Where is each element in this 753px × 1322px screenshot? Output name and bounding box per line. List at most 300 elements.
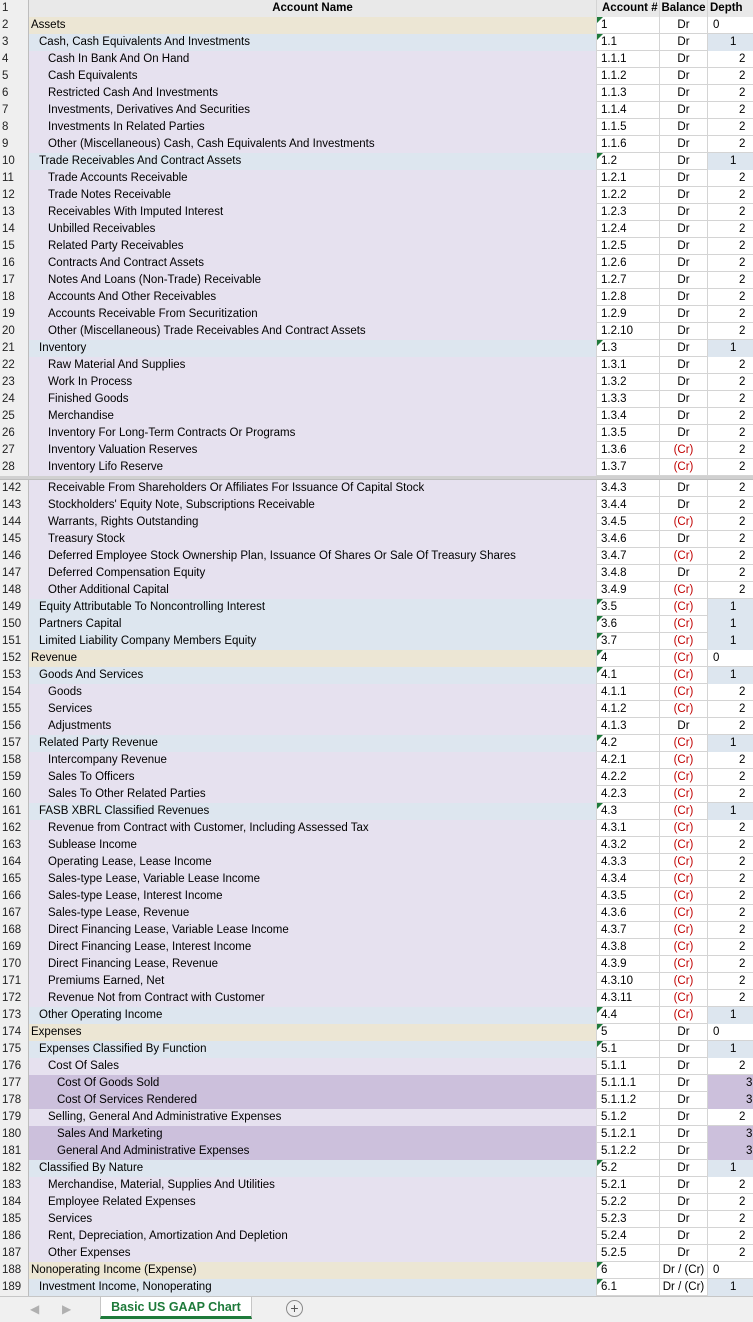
row-number[interactable]: 162 xyxy=(0,820,29,837)
account-number-cell[interactable]: 1.2.4 xyxy=(597,221,660,238)
account-number-cell[interactable]: 5 xyxy=(597,1024,660,1041)
depth-cell[interactable]: 2 xyxy=(739,240,746,252)
account-name-cell[interactable]: Revenue xyxy=(29,650,597,667)
column-header-depth[interactable]: Depth xyxy=(708,0,753,17)
account-name-cell[interactable]: Accounts And Other Receivables xyxy=(29,289,597,306)
account-name-cell[interactable]: Unbilled Receivables xyxy=(29,221,597,238)
account-name-cell[interactable]: Cash, Cash Equivalents And Investments xyxy=(29,34,597,51)
balance-cell[interactable]: Dr xyxy=(660,1143,708,1160)
account-name-cell[interactable]: Services xyxy=(29,1211,597,1228)
account-number-cell[interactable]: 4.3.10 xyxy=(597,973,660,990)
balance-cell[interactable]: (Cr) xyxy=(660,820,708,837)
row-number[interactable]: 185 xyxy=(0,1211,29,1228)
account-name-cell[interactable]: Partners Capital xyxy=(29,616,597,633)
balance-cell[interactable]: Dr xyxy=(660,34,708,51)
row-number[interactable]: 179 xyxy=(0,1109,29,1126)
account-name-cell[interactable]: Cost Of Sales xyxy=(29,1058,597,1075)
row-number[interactable]: 169 xyxy=(0,939,29,956)
depth-cell[interactable]: 1 xyxy=(708,153,753,170)
account-name-cell[interactable]: Sales To Other Related Parties xyxy=(29,786,597,803)
account-number-cell[interactable]: 4.3.5 xyxy=(597,888,660,905)
depth-cell[interactable]: 2 xyxy=(739,325,746,337)
balance-cell[interactable]: Dr xyxy=(660,289,708,306)
row-number[interactable]: 15 xyxy=(0,238,29,255)
row-number[interactable]: 28 xyxy=(0,459,29,476)
account-name-cell[interactable]: Goods xyxy=(29,684,597,701)
row-number[interactable]: 152 xyxy=(0,650,29,667)
account-name-cell[interactable]: Sales And Marketing xyxy=(29,1126,597,1143)
balance-cell[interactable]: (Cr) xyxy=(660,582,708,599)
row-number[interactable]: 157 xyxy=(0,735,29,752)
depth-cell[interactable]: 2 xyxy=(739,376,746,388)
depth-cell[interactable]: 2 xyxy=(739,206,746,218)
balance-cell[interactable]: (Cr) xyxy=(660,616,708,633)
account-name-cell[interactable]: Adjustments xyxy=(29,718,597,735)
row-number[interactable]: 168 xyxy=(0,922,29,939)
account-number-cell[interactable]: 3.6 xyxy=(597,616,660,633)
balance-cell[interactable]: Dr xyxy=(660,340,708,357)
depth-cell[interactable]: 2 xyxy=(739,822,746,834)
balance-cell[interactable]: Dr xyxy=(660,272,708,289)
balance-cell[interactable]: (Cr) xyxy=(660,633,708,650)
row-number[interactable]: 151 xyxy=(0,633,29,650)
row-number[interactable]: 145 xyxy=(0,531,29,548)
account-name-cell[interactable]: Intercompany Revenue xyxy=(29,752,597,769)
account-name-cell[interactable]: Receivable From Shareholders Or Affiliates For Issuance Of Capital Stock xyxy=(29,480,597,497)
row-number[interactable]: 171 xyxy=(0,973,29,990)
account-number-cell[interactable]: 1.1.5 xyxy=(597,119,660,136)
row-number[interactable]: 177 xyxy=(0,1075,29,1092)
account-name-cell[interactable]: Nonoperating Income (Expense) xyxy=(29,1262,597,1279)
balance-cell[interactable]: Dr xyxy=(660,1041,708,1058)
balance-cell[interactable]: Dr xyxy=(660,1024,708,1041)
account-number-cell[interactable]: 3.4.8 xyxy=(597,565,660,582)
row-number[interactable]: 146 xyxy=(0,548,29,565)
row-number[interactable]: 188 xyxy=(0,1262,29,1279)
account-number-cell[interactable]: 1.1.2 xyxy=(597,68,660,85)
account-number-cell[interactable]: 4.3.11 xyxy=(597,990,660,1007)
balance-cell[interactable]: Dr xyxy=(660,1092,708,1109)
depth-cell[interactable]: 2 xyxy=(739,533,746,545)
balance-cell[interactable]: (Cr) xyxy=(660,854,708,871)
balance-cell[interactable]: Dr xyxy=(660,170,708,187)
depth-cell[interactable]: 1 xyxy=(708,340,753,357)
account-number-cell[interactable]: 4 xyxy=(597,650,660,667)
row-number[interactable]: 148 xyxy=(0,582,29,599)
balance-cell[interactable]: Dr xyxy=(660,408,708,425)
account-number-cell[interactable]: 3.4.3 xyxy=(597,480,660,497)
account-name-cell[interactable]: Inventory For Long-Term Contracts Or Programs xyxy=(29,425,597,442)
account-number-cell[interactable]: 4.3.4 xyxy=(597,871,660,888)
balance-cell[interactable]: Dr xyxy=(660,1211,708,1228)
depth-cell[interactable]: 2 xyxy=(739,941,746,953)
row-number[interactable]: 5 xyxy=(0,68,29,85)
balance-cell[interactable]: (Cr) xyxy=(660,514,708,531)
account-number-cell[interactable]: 1.2.6 xyxy=(597,255,660,272)
account-number-cell[interactable]: 3.4.9 xyxy=(597,582,660,599)
balance-cell[interactable]: (Cr) xyxy=(660,871,708,888)
depth-cell[interactable]: 1 xyxy=(708,803,753,820)
account-name-cell[interactable]: Merchandise, Material, Supplies And Utilities xyxy=(29,1177,597,1194)
row-number[interactable]: 8 xyxy=(0,119,29,136)
depth-cell[interactable]: 2 xyxy=(739,393,746,405)
row-number[interactable]: 1 xyxy=(0,0,29,17)
balance-cell[interactable]: (Cr) xyxy=(660,973,708,990)
balance-cell[interactable]: (Cr) xyxy=(660,922,708,939)
column-header-balance[interactable]: Balance xyxy=(660,0,708,17)
balance-cell[interactable]: Dr xyxy=(660,136,708,153)
account-name-cell[interactable]: Accounts Receivable From Securitization xyxy=(29,306,597,323)
balance-cell[interactable]: Dr xyxy=(660,1058,708,1075)
account-name-cell[interactable]: Sales-type Lease, Interest Income xyxy=(29,888,597,905)
row-number[interactable]: 175 xyxy=(0,1041,29,1058)
row-number[interactable]: 160 xyxy=(0,786,29,803)
account-number-cell[interactable]: 3.4.6 xyxy=(597,531,660,548)
row-number[interactable]: 187 xyxy=(0,1245,29,1262)
account-name-cell[interactable]: Trade Notes Receivable xyxy=(29,187,597,204)
depth-cell[interactable]: 1 xyxy=(708,1007,753,1024)
account-number-cell[interactable]: 1.2.3 xyxy=(597,204,660,221)
account-name-cell[interactable]: General And Administrative Expenses xyxy=(29,1143,597,1160)
depth-cell[interactable]: 2 xyxy=(739,754,746,766)
balance-cell[interactable]: (Cr) xyxy=(660,990,708,1007)
account-name-cell[interactable]: Sales-type Lease, Variable Lease Income xyxy=(29,871,597,888)
depth-cell[interactable]: 2 xyxy=(739,1060,746,1072)
account-number-cell[interactable]: 4.3.6 xyxy=(597,905,660,922)
depth-cell[interactable]: 3 xyxy=(708,1126,753,1143)
account-name-cell[interactable]: Other Additional Capital xyxy=(29,582,597,599)
row-number[interactable]: 186 xyxy=(0,1228,29,1245)
account-number-cell[interactable]: 1.2.5 xyxy=(597,238,660,255)
depth-cell[interactable]: 2 xyxy=(739,461,746,473)
account-number-cell[interactable]: 5.1.1.1 xyxy=(597,1075,660,1092)
row-number[interactable]: 165 xyxy=(0,871,29,888)
account-number-cell[interactable]: 5.1.2.1 xyxy=(597,1126,660,1143)
depth-cell[interactable]: 2 xyxy=(739,70,746,82)
account-number-cell[interactable]: 1.1.6 xyxy=(597,136,660,153)
depth-cell[interactable]: 2 xyxy=(739,1179,746,1191)
account-name-cell[interactable]: Direct Financing Lease, Interest Income xyxy=(29,939,597,956)
account-number-cell[interactable]: 1.3.1 xyxy=(597,357,660,374)
depth-cell[interactable]: 2 xyxy=(739,873,746,885)
row-number[interactable]: 164 xyxy=(0,854,29,871)
account-number-cell[interactable]: 1.1.1 xyxy=(597,51,660,68)
row-number[interactable]: 21 xyxy=(0,340,29,357)
balance-cell[interactable]: Dr xyxy=(660,68,708,85)
account-number-cell[interactable]: 6.1 xyxy=(597,1279,660,1296)
account-number-cell[interactable]: 1.3.4 xyxy=(597,408,660,425)
depth-cell[interactable]: 1 xyxy=(708,1279,753,1296)
account-number-cell[interactable]: 3.4.7 xyxy=(597,548,660,565)
account-name-cell[interactable]: Merchandise xyxy=(29,408,597,425)
balance-cell[interactable]: (Cr) xyxy=(660,837,708,854)
depth-cell[interactable]: 1 xyxy=(708,667,753,684)
balance-cell[interactable]: (Cr) xyxy=(660,956,708,973)
account-name-cell[interactable]: Direct Financing Lease, Variable Lease Income xyxy=(29,922,597,939)
row-number[interactable]: 173 xyxy=(0,1007,29,1024)
account-name-cell[interactable]: Other (Miscellaneous) Cash, Cash Equivalents And Investments xyxy=(29,136,597,153)
account-name-cell[interactable]: Sales To Officers xyxy=(29,769,597,786)
depth-cell[interactable]: 0 xyxy=(713,19,720,31)
row-number[interactable]: 183 xyxy=(0,1177,29,1194)
account-name-cell[interactable]: Expenses xyxy=(29,1024,597,1041)
depth-cell[interactable]: 2 xyxy=(739,308,746,320)
account-name-cell[interactable]: Investment Income, Nonoperating xyxy=(29,1279,597,1296)
account-number-cell[interactable]: 1.2.8 xyxy=(597,289,660,306)
depth-cell[interactable]: 2 xyxy=(739,788,746,800)
row-number[interactable]: 176 xyxy=(0,1058,29,1075)
account-number-cell[interactable]: 1.3.5 xyxy=(597,425,660,442)
row-number[interactable]: 26 xyxy=(0,425,29,442)
row-number[interactable]: 27 xyxy=(0,442,29,459)
account-name-cell[interactable]: Stockholders' Equity Note, Subscriptions Receivable xyxy=(29,497,597,514)
row-number[interactable]: 20 xyxy=(0,323,29,340)
balance-cell[interactable]: (Cr) xyxy=(660,599,708,616)
depth-cell[interactable]: 2 xyxy=(739,856,746,868)
row-number[interactable]: 18 xyxy=(0,289,29,306)
balance-cell[interactable]: (Cr) xyxy=(660,905,708,922)
account-name-cell[interactable]: Finished Goods xyxy=(29,391,597,408)
balance-cell[interactable]: (Cr) xyxy=(660,786,708,803)
balance-cell[interactable]: Dr xyxy=(660,238,708,255)
balance-cell[interactable]: Dr xyxy=(660,565,708,582)
depth-cell[interactable]: 2 xyxy=(739,189,746,201)
account-number-cell[interactable]: 5.1.2.2 xyxy=(597,1143,660,1160)
balance-cell[interactable]: Dr xyxy=(660,1160,708,1177)
balance-cell[interactable]: Dr / (Cr) xyxy=(660,1262,708,1279)
balance-cell[interactable]: Dr xyxy=(660,306,708,323)
depth-cell[interactable]: 2 xyxy=(739,410,746,422)
account-number-cell[interactable]: 3.4.4 xyxy=(597,497,660,514)
row-number[interactable]: 153 xyxy=(0,667,29,684)
balance-cell[interactable]: Dr xyxy=(660,1245,708,1262)
depth-cell[interactable]: 2 xyxy=(739,359,746,371)
account-number-cell[interactable]: 4.3.9 xyxy=(597,956,660,973)
prev-sheet-icon[interactable]: ◀ xyxy=(30,1302,40,1316)
row-number[interactable]: 10 xyxy=(0,153,29,170)
depth-cell[interactable]: 2 xyxy=(739,53,746,65)
depth-cell[interactable]: 2 xyxy=(739,567,746,579)
balance-cell[interactable]: Dr xyxy=(660,102,708,119)
balance-cell[interactable]: (Cr) xyxy=(660,701,708,718)
account-name-cell[interactable]: Deferred Compensation Equity xyxy=(29,565,597,582)
account-number-cell[interactable]: 1.3.3 xyxy=(597,391,660,408)
account-name-cell[interactable]: Trade Accounts Receivable xyxy=(29,170,597,187)
balance-cell[interactable]: Dr xyxy=(660,1194,708,1211)
account-name-cell[interactable]: Investments, Derivatives And Securities xyxy=(29,102,597,119)
depth-cell[interactable]: 2 xyxy=(739,291,746,303)
row-number[interactable]: 149 xyxy=(0,599,29,616)
next-sheet-icon[interactable]: ▶ xyxy=(62,1302,72,1316)
row-number[interactable]: 9 xyxy=(0,136,29,153)
row-number[interactable]: 144 xyxy=(0,514,29,531)
row-number[interactable]: 174 xyxy=(0,1024,29,1041)
account-number-cell[interactable]: 4.1 xyxy=(597,667,660,684)
depth-cell[interactable]: 2 xyxy=(739,482,746,494)
account-number-cell[interactable]: 1.1.4 xyxy=(597,102,660,119)
account-name-cell[interactable]: Sales-type Lease, Revenue xyxy=(29,905,597,922)
balance-cell[interactable]: Dr xyxy=(660,1126,708,1143)
balance-cell[interactable]: (Cr) xyxy=(660,650,708,667)
account-number-cell[interactable]: 1.2.7 xyxy=(597,272,660,289)
depth-cell[interactable]: 2 xyxy=(739,1230,746,1242)
balance-cell[interactable]: (Cr) xyxy=(660,548,708,565)
row-number[interactable]: 166 xyxy=(0,888,29,905)
row-number[interactable]: 13 xyxy=(0,204,29,221)
account-name-cell[interactable]: Related Party Revenue xyxy=(29,735,597,752)
account-name-cell[interactable]: Direct Financing Lease, Revenue xyxy=(29,956,597,973)
depth-cell[interactable]: 1 xyxy=(708,616,753,633)
account-number-cell[interactable]: 4.2.1 xyxy=(597,752,660,769)
depth-cell[interactable]: 2 xyxy=(739,890,746,902)
account-number-cell[interactable]: 5.1.2 xyxy=(597,1109,660,1126)
depth-cell[interactable]: 2 xyxy=(739,138,746,150)
balance-cell[interactable]: Dr xyxy=(660,51,708,68)
depth-cell[interactable]: 2 xyxy=(739,87,746,99)
depth-cell[interactable]: 3 xyxy=(708,1092,753,1109)
account-number-cell[interactable]: 1.1 xyxy=(597,34,660,51)
balance-cell[interactable]: Dr xyxy=(660,323,708,340)
depth-cell[interactable]: 2 xyxy=(739,703,746,715)
account-name-cell[interactable]: Notes And Loans (Non-Trade) Receivable xyxy=(29,272,597,289)
row-number[interactable]: 180 xyxy=(0,1126,29,1143)
account-name-cell[interactable]: Investments In Related Parties xyxy=(29,119,597,136)
depth-cell[interactable]: 2 xyxy=(739,516,746,528)
account-name-cell[interactable]: Cost Of Services Rendered xyxy=(29,1092,597,1109)
depth-cell[interactable]: 2 xyxy=(739,584,746,596)
account-name-cell[interactable]: Related Party Receivables xyxy=(29,238,597,255)
depth-cell[interactable]: 2 xyxy=(739,720,746,732)
row-number[interactable]: 156 xyxy=(0,718,29,735)
depth-cell[interactable]: 2 xyxy=(739,550,746,562)
account-name-cell[interactable]: Other (Miscellaneous) Trade Receivables And Contract Assets xyxy=(29,323,597,340)
row-number[interactable]: 24 xyxy=(0,391,29,408)
account-number-cell[interactable]: 5.2.2 xyxy=(597,1194,660,1211)
balance-cell[interactable]: Dr xyxy=(660,255,708,272)
depth-cell[interactable]: 2 xyxy=(739,1196,746,1208)
row-number[interactable]: 172 xyxy=(0,990,29,1007)
account-number-cell[interactable]: 5.2.3 xyxy=(597,1211,660,1228)
account-name-cell[interactable]: Selling, General And Administrative Expenses xyxy=(29,1109,597,1126)
account-number-cell[interactable]: 1.2.10 xyxy=(597,323,660,340)
account-name-cell[interactable]: Treasury Stock xyxy=(29,531,597,548)
depth-cell[interactable]: 1 xyxy=(708,599,753,616)
balance-cell[interactable]: Dr xyxy=(660,204,708,221)
row-number[interactable]: 3 xyxy=(0,34,29,51)
account-number-cell[interactable]: 5.1 xyxy=(597,1041,660,1058)
depth-cell[interactable]: 2 xyxy=(739,924,746,936)
balance-cell[interactable]: Dr xyxy=(660,1075,708,1092)
balance-cell[interactable]: Dr xyxy=(660,531,708,548)
balance-cell[interactable]: Dr xyxy=(660,1109,708,1126)
depth-cell[interactable]: 1 xyxy=(708,633,753,650)
account-number-cell[interactable]: 1.2.9 xyxy=(597,306,660,323)
account-name-cell[interactable]: Warrants, Rights Outstanding xyxy=(29,514,597,531)
row-number[interactable]: 19 xyxy=(0,306,29,323)
balance-cell[interactable]: (Cr) xyxy=(660,939,708,956)
row-number[interactable]: 14 xyxy=(0,221,29,238)
depth-cell[interactable]: 0 xyxy=(713,1264,720,1276)
account-number-cell[interactable]: 1 xyxy=(597,17,660,34)
account-name-cell[interactable]: Restricted Cash And Investments xyxy=(29,85,597,102)
add-sheet-icon[interactable]: + xyxy=(286,1300,303,1317)
balance-cell[interactable]: (Cr) xyxy=(660,459,708,476)
account-number-cell[interactable]: 4.3.2 xyxy=(597,837,660,854)
account-name-cell[interactable]: Inventory Valuation Reserves xyxy=(29,442,597,459)
depth-cell[interactable]: 2 xyxy=(739,499,746,511)
depth-cell[interactable]: 2 xyxy=(739,907,746,919)
depth-cell[interactable]: 0 xyxy=(713,652,720,664)
account-number-cell[interactable]: 1.2.2 xyxy=(597,187,660,204)
row-number[interactable]: 143 xyxy=(0,497,29,514)
row-number[interactable]: 2 xyxy=(0,17,29,34)
account-name-cell[interactable]: Rent, Depreciation, Amortization And Depletion xyxy=(29,1228,597,1245)
balance-cell[interactable]: Dr xyxy=(660,1228,708,1245)
account-number-cell[interactable]: 4.4 xyxy=(597,1007,660,1024)
account-number-cell[interactable]: 4.3.3 xyxy=(597,854,660,871)
account-number-cell[interactable]: 4.2 xyxy=(597,735,660,752)
balance-cell[interactable]: Dr xyxy=(660,357,708,374)
sheet-tab-basic-us-gaap-chart[interactable]: Basic US GAAP Chart xyxy=(100,1297,252,1319)
account-number-cell[interactable]: 4.3.7 xyxy=(597,922,660,939)
depth-cell[interactable]: 3 xyxy=(708,1075,753,1092)
depth-cell[interactable]: 2 xyxy=(739,1213,746,1225)
account-name-cell[interactable]: Expenses Classified By Function xyxy=(29,1041,597,1058)
depth-cell[interactable]: 1 xyxy=(708,735,753,752)
depth-cell[interactable]: 2 xyxy=(739,771,746,783)
balance-cell[interactable]: Dr xyxy=(660,497,708,514)
account-name-cell[interactable]: Contracts And Contract Assets xyxy=(29,255,597,272)
account-number-cell[interactable]: 4.3 xyxy=(597,803,660,820)
account-name-cell[interactable]: Employee Related Expenses xyxy=(29,1194,597,1211)
row-number[interactable]: 142 xyxy=(0,480,29,497)
account-name-cell[interactable]: Sublease Income xyxy=(29,837,597,854)
row-number[interactable]: 161 xyxy=(0,803,29,820)
account-name-cell[interactable]: Cost Of Goods Sold xyxy=(29,1075,597,1092)
depth-cell[interactable]: 2 xyxy=(739,958,746,970)
account-number-cell[interactable]: 1.2 xyxy=(597,153,660,170)
balance-cell[interactable]: Dr xyxy=(660,425,708,442)
balance-cell[interactable]: Dr xyxy=(660,119,708,136)
row-number[interactable]: 189 xyxy=(0,1279,29,1296)
depth-cell[interactable]: 2 xyxy=(739,444,746,456)
account-name-cell[interactable]: Services xyxy=(29,701,597,718)
balance-cell[interactable]: (Cr) xyxy=(660,442,708,459)
account-name-cell[interactable]: Goods And Services xyxy=(29,667,597,684)
balance-cell[interactable]: (Cr) xyxy=(660,1007,708,1024)
account-number-cell[interactable]: 3.5 xyxy=(597,599,660,616)
depth-cell[interactable]: 0 xyxy=(713,1026,720,1038)
depth-cell[interactable]: 1 xyxy=(708,1160,753,1177)
balance-cell[interactable]: (Cr) xyxy=(660,888,708,905)
account-number-cell[interactable]: 5.2.5 xyxy=(597,1245,660,1262)
account-number-cell[interactable]: 5.2 xyxy=(597,1160,660,1177)
row-number[interactable]: 23 xyxy=(0,374,29,391)
row-number[interactable]: 22 xyxy=(0,357,29,374)
account-name-cell[interactable]: Receivables With Imputed Interest xyxy=(29,204,597,221)
row-number[interactable]: 178 xyxy=(0,1092,29,1109)
account-number-cell[interactable]: 1.3.2 xyxy=(597,374,660,391)
account-name-cell[interactable]: Other Operating Income xyxy=(29,1007,597,1024)
row-number[interactable]: 182 xyxy=(0,1160,29,1177)
account-number-cell[interactable]: 1.3 xyxy=(597,340,660,357)
account-name-cell[interactable]: Limited Liability Company Members Equity xyxy=(29,633,597,650)
balance-cell[interactable]: Dr xyxy=(660,1177,708,1194)
column-header-account-number[interactable]: Account # xyxy=(597,0,660,17)
account-name-cell[interactable]: Raw Material And Supplies xyxy=(29,357,597,374)
depth-cell[interactable]: 2 xyxy=(739,104,746,116)
row-number[interactable]: 167 xyxy=(0,905,29,922)
